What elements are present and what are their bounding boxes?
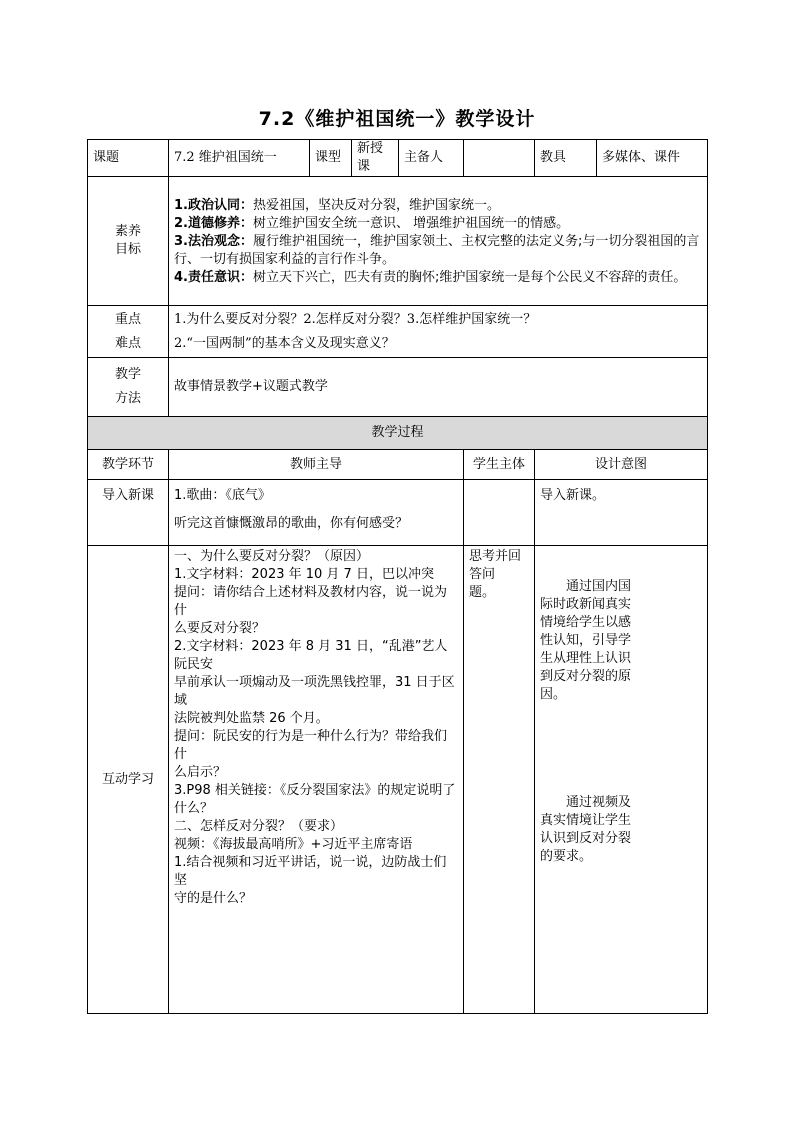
teacher-line: 二、怎样反对分裂？（要求） <box>174 819 344 834</box>
teacher-line: 早前承认一项煽动及一项洗黑钱控罪，31 日于区域 <box>174 675 455 708</box>
intro-stage: 导入新课 <box>88 480 169 546</box>
design-line: 的要求。 <box>540 849 593 864</box>
method-label: 教学 方法 <box>88 358 169 417</box>
teacher-line: 么启示？ <box>174 765 227 780</box>
goal-item: 4.责任意识：树立天下兴亡，匹夫有责的胸怀;维护国家统一是每个公民义不容辞的责任。 <box>174 270 687 285</box>
teacher-line: 法院被判处监禁 26 个月。 <box>174 711 329 726</box>
teacher-line: 1.歌曲：《底气》 <box>174 488 271 503</box>
design-line: 情境给学生以感 <box>540 615 632 630</box>
design-line: 到反对分裂的原 <box>540 669 632 684</box>
interactive-stage: 互动学习 <box>88 546 169 1014</box>
goal-item: 1.政治认同：热爱祖国，坚决反对分裂，维护国家统一。 <box>174 198 500 213</box>
teacher-line: 提问：阮民安的行为是一种什么行为？带给我们什 <box>174 729 448 762</box>
interactive-row <box>88 546 708 1014</box>
lesson-label: 课题 <box>88 140 169 177</box>
design-line: 际时政新闻真实 <box>540 597 632 612</box>
type-value: 新授课 <box>352 140 399 177</box>
col-student: 学生主体 <box>464 450 535 480</box>
teacher-line: 提问：请你结合上述材料及教材内容，说一说为什 <box>174 585 448 618</box>
tools-label: 教具 <box>535 140 597 177</box>
intro-design: 导入新课。 <box>535 480 708 546</box>
literacy-goals <box>169 177 708 306</box>
interactive-teacher <box>169 546 464 1014</box>
process-title: 教学过程 <box>88 417 708 450</box>
method-value: 故事情景教学+议题式教学 <box>169 358 708 417</box>
intro-teacher <box>169 480 464 546</box>
goal-item: 3.法治观念：履行维护祖国统一，维护国家领土、主权完整的法定义务;与一切分裂祖国的言行、一切有损国家利益的言行作斗争。 <box>174 234 700 267</box>
teacher-line: 什么？ <box>174 801 214 816</box>
student-line: 题。 <box>469 585 496 600</box>
col-design: 设计意图 <box>535 450 708 480</box>
teacher-line: 3.P98 相关链接：《反分裂国家法》的规定说明了 <box>174 783 456 798</box>
design-line: 通过视频及 <box>566 795 632 810</box>
design-line: 认识到反对分裂 <box>540 831 632 846</box>
tools-value: 多媒体、课件 <box>597 140 708 177</box>
key-points-content <box>169 306 708 358</box>
key-points-label: 重点 难点 <box>88 306 169 358</box>
teacher-line: 2.文字材料：2023 年 8 月 31 日，“乱港”艺人阮民安 <box>174 639 448 672</box>
col-teacher: 教师主导 <box>169 450 464 480</box>
preparer-label: 主备人 <box>399 140 464 177</box>
intro-row <box>88 480 708 546</box>
key-points-row <box>88 306 708 358</box>
header-row <box>88 140 708 177</box>
key-point-line: 2.“一国两制”的基本含义及现实意义？ <box>174 335 395 351</box>
goal-item: 2.道德修养：树立维护国安全统一意识、 增强维护祖国统一的情感。 <box>174 216 570 231</box>
intro-student <box>464 480 535 546</box>
literacy-row <box>88 177 708 306</box>
teacher-line: 视频：《海拔最高哨所》+习近平主席寄语 <box>174 837 413 852</box>
design-line: 性认知，引导学 <box>540 633 632 648</box>
literacy-label-1: 素养 <box>114 224 141 239</box>
process-title-row <box>88 417 708 450</box>
design-line: 通过国内国 <box>566 579 632 594</box>
lesson-plan-table <box>87 139 708 1014</box>
literacy-label-2: 目标 <box>114 242 141 257</box>
design-line: 真实情境让学生 <box>540 813 632 828</box>
method-row <box>88 358 708 417</box>
design-line: 因。 <box>540 687 567 702</box>
teacher-line: 1.结合视频和习近平讲话，说一说，边防战士们坚 <box>174 855 447 888</box>
preparer-value <box>464 140 535 177</box>
design-line: 生从理性上认识 <box>540 651 632 666</box>
interactive-design <box>535 546 708 1014</box>
teacher-line: 么要反对分裂？ <box>174 621 266 636</box>
lesson-value: 7.2 维护祖国统一 <box>169 140 310 177</box>
teacher-line: 一、为什么要反对分裂？（原因） <box>174 549 370 564</box>
teacher-line: 听完这首慷慨激昂的歌曲，你有何感受？ <box>174 516 409 531</box>
literacy-label <box>88 177 169 306</box>
col-stage: 教学环节 <box>88 450 169 480</box>
type-label: 课型 <box>310 140 352 177</box>
page-title: 7.2《维护祖国统一》教学设计 <box>258 108 536 130</box>
student-line: 思考并回答问 <box>469 549 522 582</box>
interactive-student <box>464 546 535 1014</box>
key-point-line: 1.为什么要反对分裂？2.怎样反对分裂？3.怎样维护国家统一？ <box>174 311 537 327</box>
process-header-row <box>88 450 708 480</box>
teacher-line: 守的是什么？ <box>174 891 253 906</box>
teacher-line: 1.文字材料：2023 年 10 月 7 日，巴以冲突 <box>174 567 434 582</box>
